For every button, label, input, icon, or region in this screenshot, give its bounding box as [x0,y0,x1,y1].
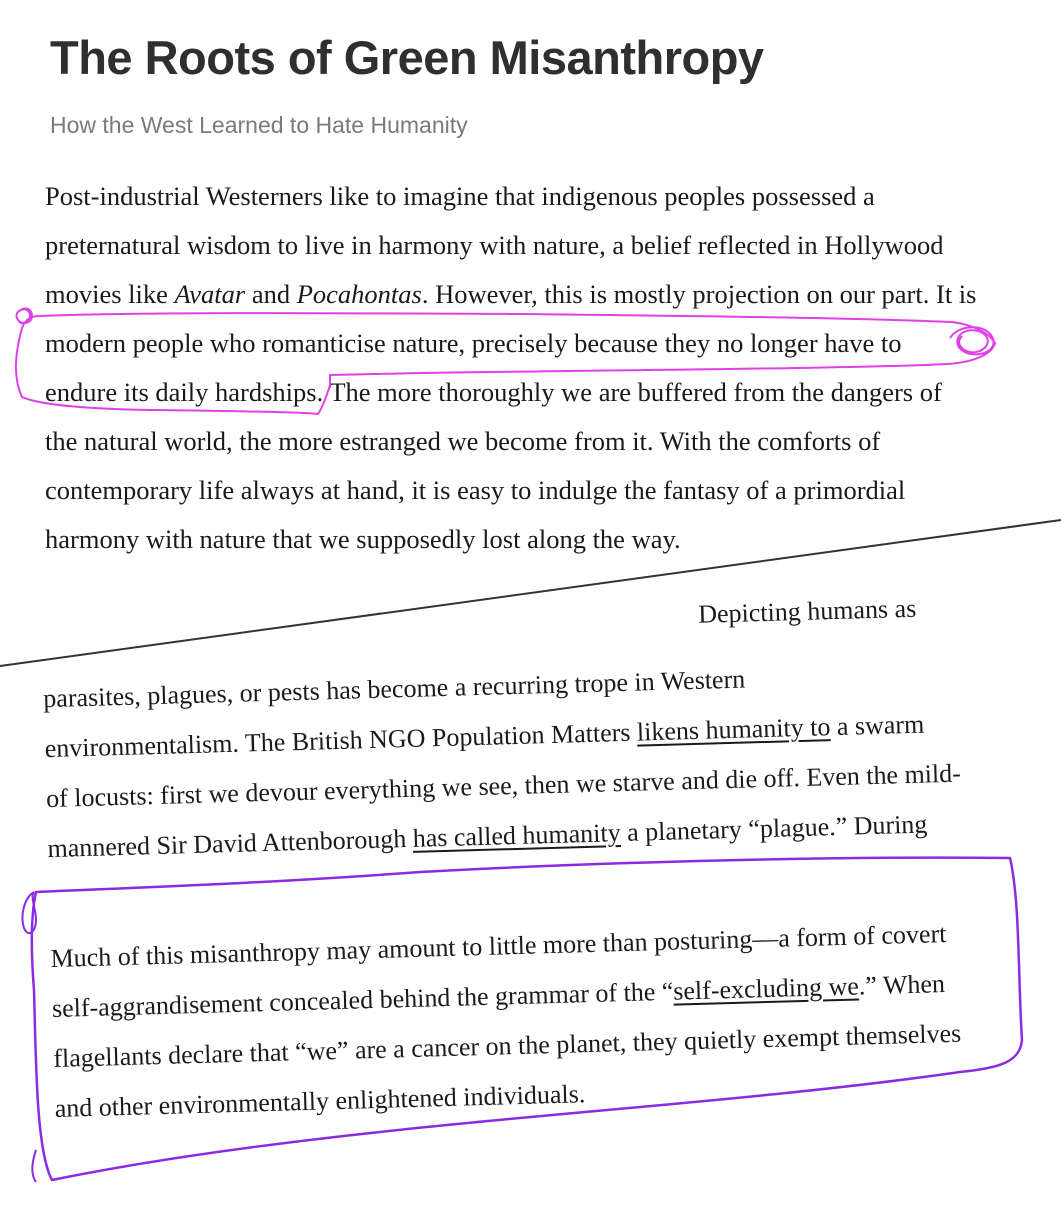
para2-line-5-text-a: mannered Sir David Attenborough [47,823,414,864]
para2-line-5 [47,810,928,865]
para2-line-3 [44,710,924,765]
link-has-called-humanity[interactable]: has called humanity [412,818,622,853]
para1-line-3-text-c: . However, this is mostly projection on our part. It is [421,279,977,309]
para1-line-5: endure its daily hardships. The more thoroughly we are buffered from the dangers of [45,377,942,407]
para1-line-2: preternatural wisdom to live in harmony with nature, a belief reflected in Hollywood [45,230,944,260]
para2-line-2: parasites, plagues, or pests has become a recurring trope in Western [42,664,746,714]
para2-line-5-text-b: a planetary “plague.” During [620,809,928,848]
para3-line-2-text-b: .” When [858,969,946,1001]
para3-line-4: and other environmentally enlightened individuals. [54,1079,586,1123]
para3-line-2-text-a: self-aggrandisement concealed behind the grammar of the “ [51,976,674,1024]
link-likens-humanity[interactable]: likens humanity to [636,712,831,747]
para1-line-8: harmony with nature that we supposedly lost along the way. [45,524,681,554]
para3-line-1: Much of this misanthropy may amount to little more than posturing—a form of covert [50,919,947,974]
para1-line-4: modern people who romanticise nature, precisely because they no longer have to [45,328,902,358]
article-title: The Roots of Green Misanthropy [50,31,764,84]
para1-line-3-text-b: and [245,279,297,309]
movie-title-pocahontas: Pocahontas [296,279,422,309]
link-self-excluding-we[interactable]: self-excluding we [672,971,860,1006]
para1-line-6: the natural world, the more estranged we become from it. With the comforts of [45,426,881,456]
para2-line-4: of locusts: first we devour everything we see, then we starve and die off. Even the mild- [45,758,962,814]
para3-line-3: flagellants declare that “we” are a cancer on the planet, they quietly exempt themselves [52,1018,962,1073]
para2-line-3-text-b: a swarm [829,709,925,742]
para1-line-1: Post-industrial Westerners like to imagine that indigenous peoples possessed a [45,181,875,211]
para1-line-3-text-a: movies like [45,279,175,309]
para1-line-7: contemporary life always at hand, it is easy to indulge the fantasy of a primordial [45,475,906,505]
movie-title-avatar: Avatar [174,279,246,309]
para2-line-3-text-a: environmentalism. The British NGO Population Matters [44,717,638,764]
article-subtitle: How the West Learned to Hate Humanity [50,112,468,138]
para2-line-1: Depicting humans as [697,593,917,629]
para3-line-2 [52,969,946,1024]
